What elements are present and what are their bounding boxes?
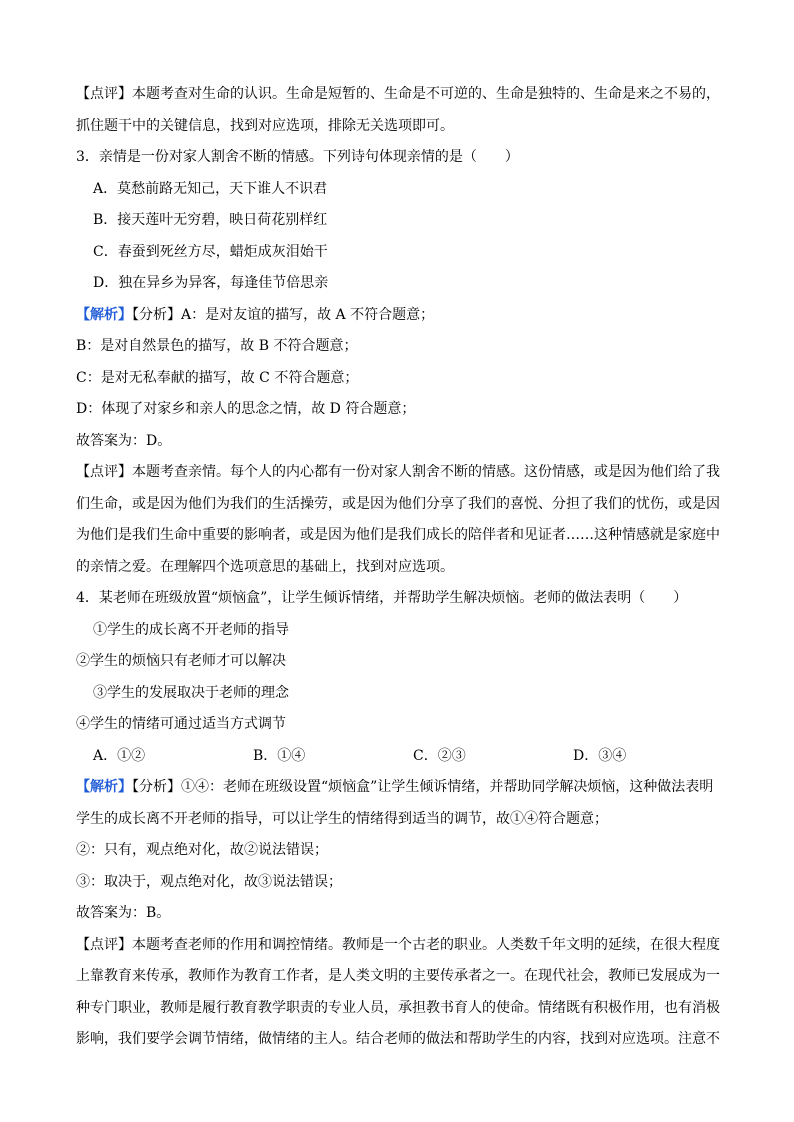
choice-a: A．①② <box>93 747 146 764</box>
analysis-line: D：体现了对家乡和亲人的思念之情，故 D 符合题意； <box>76 401 416 417</box>
comment-line: 【点评】本题考查对生命的认识。生命是短暂的、生命是不可逆的、生命是独特的、生命是来之不易的， <box>76 86 720 102</box>
analysis-text: 【分析】A：是对友谊的描写，故 A 不符合题意； <box>132 306 435 323</box>
statement-1: ①学生的成长离不开老师的指导 <box>93 621 289 638</box>
comment-line: 种专门职业，教师是履行教育教学职责的专业人员，承担教书育人的使命。情绪既有积极作用，也有消极 <box>76 999 720 1016</box>
choice-c: C．②③ <box>413 747 466 764</box>
analysis-line: ③：取决于，观点绝对化，故③说法错误； <box>76 873 342 890</box>
option-b: B．接天莲叶无穷碧，映日荷花别样红 <box>93 212 328 228</box>
question-stem: 4．某老师在班级放置“烦恼盒”，让学生倾诉情绪，并帮助学生解决烦恼。老师的做法表明（ ） <box>76 590 688 606</box>
analysis-line: B：是对自然景色的描写，故 B 不符合题意； <box>76 338 358 354</box>
statement-3: ③学生的发展取决于老师的理念 <box>93 684 289 701</box>
analysis-line: ②：只有，观点绝对化，故②说法错误； <box>76 842 328 858</box>
question-4 <box>76 583 734 1056</box>
analysis-text: 【分析】①④：老师在班级设置“烦恼盒”让学生倾诉情绪，并帮助同学解决烦恼，这种做法表明 <box>132 779 714 795</box>
question-stem: 3．亲情是一份对家人割舍不断的情感。下列诗句体现亲情的是（ ） <box>76 149 519 165</box>
question-3 <box>76 142 734 583</box>
option-d: D．独在异乡为异客，每逢佳节倍思亲 <box>93 275 329 291</box>
analysis-line: C：是对无私奉献的描写，故 C 不符合题意； <box>76 369 359 386</box>
analysis-tag: 【解析】 <box>76 306 132 323</box>
analysis-tag: 【解析】 <box>76 779 132 795</box>
answer-line: 故答案为：B。 <box>76 905 171 921</box>
choice-d: D．③④ <box>573 747 627 764</box>
comment-line: 【点评】本题考查亲情。每个人的内心都有一份对家人割舍不断的情感。这份情感，或是因为他们给了我 <box>76 464 720 480</box>
comment-line: 们生命，或是因为他们为我们的生活操劳，或是因为他们分享了我们的喜悦、分担了我们的忧伤，或是因 <box>76 495 720 512</box>
comment-line: 上靠教育来传承，教师作为教育工作者，是人类文明的主要传承者之一。在现代社会，教师已发展成为一 <box>76 968 720 984</box>
statement-4: ④学生的情绪可通过适当方式调节 <box>76 716 286 732</box>
comment-line: 影响，我们要学会调节情绪，做情绪的主人。结合老师的做法和帮助学生的内容，找到对应选项。注意不 <box>76 1031 720 1047</box>
option-a: A．莫愁前路无知己，天下谁人不识君 <box>93 180 328 197</box>
comment-block-q2 <box>76 79 734 142</box>
statement-2: ②学生的烦恼只有老师才可以解决 <box>76 653 286 669</box>
choice-row <box>76 741 734 773</box>
comment-line: 为他们是我们生命中重要的影响者，或是因为他们是我们成长的陪伴者和见证者……这种情感就是家庭中 <box>76 527 720 543</box>
choice-b: B．①④ <box>253 747 306 764</box>
comment-line: 【点评】本题考查老师的作用和调控情绪。教师是一个古老的职业。人类数千年文明的延续，在很大程度 <box>76 936 720 953</box>
comment-line: 的亲情之爱。在理解四个选项意思的基础上，找到对应选项。 <box>76 558 454 575</box>
comment-line: 抓住题干中的关键信息，找到对应选项，排除无关选项即可。 <box>76 117 454 134</box>
analysis-line <box>76 300 734 332</box>
answer-line: 故答案为：D。 <box>76 432 172 449</box>
option-c: C．春蚕到死丝方尽，蜡炬成灰泪始干 <box>93 243 328 260</box>
analysis-line <box>76 772 734 804</box>
analysis-line: 学生的成长离不开老师的指导，可以让学生的情绪得到适当的调节，故①④符合题意； <box>76 810 608 827</box>
